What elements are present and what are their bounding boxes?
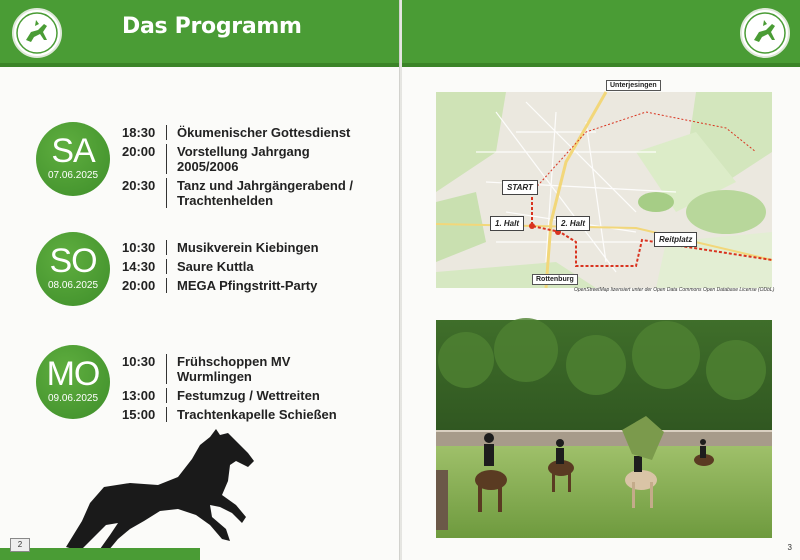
map-credit: OpenStreetMap lizensiert unter der Open Data Commons Open Database License (ODbL) bbox=[574, 287, 775, 293]
event-row bbox=[122, 388, 367, 403]
day-abbr: MO bbox=[46, 355, 100, 393]
schedule-so bbox=[122, 240, 367, 297]
map-tag-halt-1: 1. Halt bbox=[490, 216, 524, 231]
day-date: 08.06.2025 bbox=[47, 280, 99, 291]
event-text: Ökumenischer Gottesdienst bbox=[177, 125, 351, 140]
map-tag-start: START bbox=[502, 180, 538, 195]
event-text: Saure Kuttla bbox=[177, 259, 254, 274]
page-number: 2 bbox=[10, 538, 30, 552]
club-logo bbox=[740, 8, 790, 58]
event-text: Frühschoppen MV Wurmlingen bbox=[177, 354, 291, 384]
day-date: 09.06.2025 bbox=[47, 393, 99, 404]
day-badge-mo bbox=[36, 345, 110, 419]
page-title: Das Programm bbox=[122, 14, 302, 39]
event-time: 14:30 bbox=[122, 259, 156, 274]
horse-silhouette-icon bbox=[60, 425, 260, 555]
right-page bbox=[402, 0, 800, 560]
page-number: 3 bbox=[787, 543, 792, 552]
event-row bbox=[122, 354, 367, 384]
map-graphic bbox=[436, 92, 772, 288]
event-row bbox=[122, 259, 367, 274]
event-time: 20:00 bbox=[122, 278, 156, 293]
horse-race-photo bbox=[436, 320, 772, 538]
day-date: 07.06.2025 bbox=[47, 170, 99, 181]
map-tag-halt-2: 2. Halt bbox=[556, 216, 590, 231]
event-text: Tanz und Jahrgängerabend / Trachtenhelden bbox=[177, 178, 354, 208]
schedule-sa bbox=[122, 125, 367, 212]
day-badge-sa bbox=[36, 122, 110, 196]
event-text: Vorstellung Jahrgang 2005/2006 bbox=[177, 144, 310, 174]
event-time: 20:30 bbox=[122, 178, 156, 193]
event-row bbox=[122, 125, 367, 140]
event-text: Festumzug / Wettreiten bbox=[177, 388, 320, 403]
schedule-mo bbox=[122, 354, 367, 426]
event-text: MEGA Pfingstritt-Party bbox=[177, 278, 318, 293]
event-time: 10:30 bbox=[122, 240, 156, 255]
event-text: Musikverein Kiebingen bbox=[177, 240, 319, 255]
day-abbr: SO bbox=[49, 242, 97, 280]
day-badge-so bbox=[36, 232, 110, 306]
event-row bbox=[122, 407, 367, 422]
event-time: 20:00 bbox=[122, 144, 156, 159]
route-map bbox=[436, 82, 772, 288]
map-label-bottom: Rottenburg bbox=[532, 274, 578, 285]
day-abbr: SA bbox=[51, 132, 95, 170]
event-row bbox=[122, 240, 367, 255]
footer-band bbox=[0, 548, 200, 560]
event-text: Trachtenkapelle Schießen bbox=[177, 407, 337, 422]
event-time: 13:00 bbox=[122, 388, 156, 403]
event-time: 10:30 bbox=[122, 354, 156, 369]
event-row bbox=[122, 178, 367, 208]
event-row bbox=[122, 278, 367, 293]
event-time: 15:00 bbox=[122, 407, 156, 422]
event-row bbox=[122, 144, 367, 174]
club-logo bbox=[12, 8, 62, 58]
map-label-top: Unterjesingen bbox=[606, 80, 661, 91]
event-time: 18:30 bbox=[122, 125, 156, 140]
map-tag-reitplatz: Reitplatz bbox=[654, 232, 697, 247]
